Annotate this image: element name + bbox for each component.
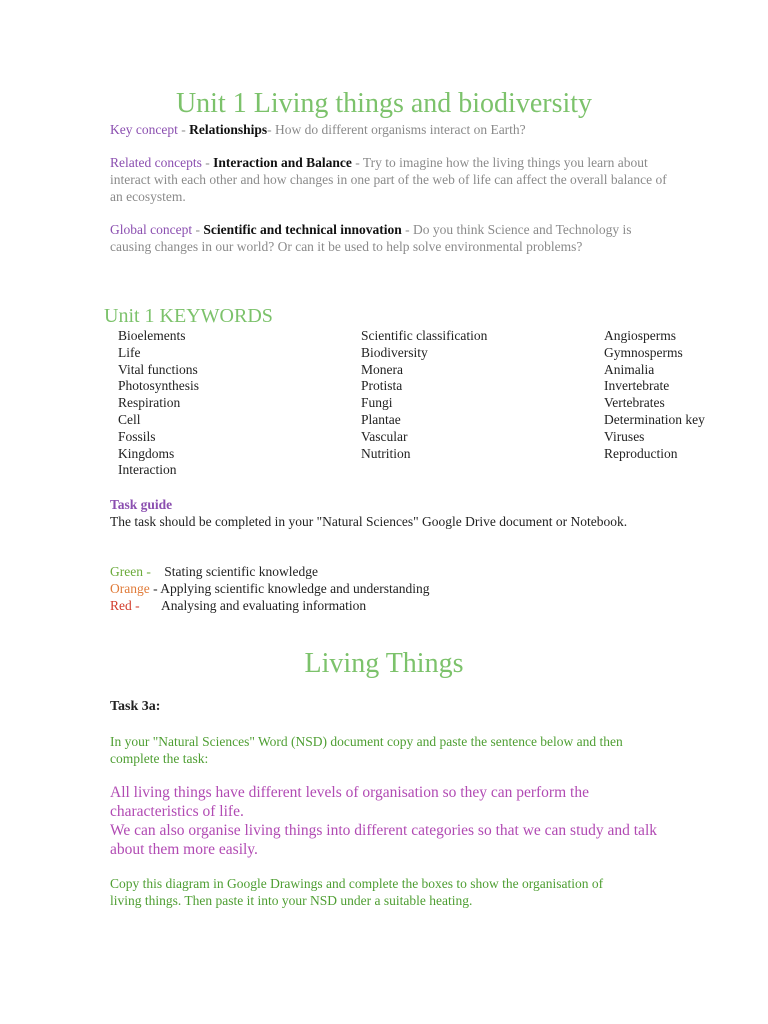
level-green-desc: Stating scientific knowledge (164, 564, 318, 579)
task-statement-2: We can also organise living things into different categories so that we can study and talk about them more easily. (110, 822, 657, 858)
key-concept-value: Relationships (189, 122, 268, 137)
related-concepts-label: Related concepts (110, 155, 202, 170)
level-orange-name: Orange (110, 581, 150, 596)
task-guide-text: The task should be completed in your "Natural Sciences" Google Drive document or Notebook. (110, 514, 628, 529)
task-guide-label: Task guide (110, 497, 173, 512)
keyword-item: Fossils (118, 428, 156, 444)
keyword-item: Animalia (604, 361, 655, 377)
keywords-column-2 (361, 328, 487, 462)
level-red-sep: - (131, 598, 143, 613)
keyword-item: Determination key (604, 411, 705, 427)
keyword-item: Nutrition (361, 445, 411, 461)
level-green (110, 563, 318, 580)
keyword-item: Biodiversity (361, 344, 428, 360)
keyword-item: Reproduction (604, 445, 678, 461)
level-red-desc: Analysing and evaluating information (161, 598, 367, 613)
section-title: Living Things (304, 648, 464, 679)
level-red-name: Red (110, 598, 132, 613)
keyword-item: Gymnosperms (604, 344, 683, 360)
related-concepts (110, 154, 670, 205)
key-concept-sep: - (177, 122, 190, 137)
key-concept (110, 121, 670, 138)
keyword-item: Angiosperms (604, 328, 676, 343)
key-concept-text: - How do different organisms interact on Earth? (267, 122, 526, 137)
global-concept-text: - Do you think Science and Technology is causing changes in our world? Or can it be used to help solve environmental problems? (110, 222, 632, 254)
keyword-item: Vertebrates (604, 395, 665, 411)
keyword-item: Scientific classification (361, 328, 488, 343)
level-orange-desc: Applying scientific knowledge and understanding (160, 581, 430, 596)
related-concepts-text: - Try to imagine how the living things you learn about interact with each other and how changes in one part of the web of life can affect the overall balance of an ecosystem. (110, 155, 667, 204)
keyword-item: Fungi (361, 395, 393, 411)
keyword-item: Cell (118, 411, 141, 427)
keywords-column-1 (118, 328, 199, 479)
keyword-item: Photosynthesis (118, 378, 200, 394)
keyword-item: Bioelements (118, 328, 186, 343)
level-green-name: Green (110, 564, 143, 579)
keyword-item: Invertebrate (604, 378, 670, 394)
keywords-column-3 (604, 328, 705, 462)
task-instruction-2: Copy this diagram in Google Drawings and complete the boxes to show the organisation of living things. Then paste it into your NSD under a suitable heating. (110, 876, 604, 908)
level-orange (110, 580, 429, 597)
keyword-item: Viruses (604, 428, 645, 444)
keyword-item: Vascular (361, 428, 408, 444)
key-concept-label: Key concept (110, 122, 178, 137)
keyword-item: Plantae (361, 411, 401, 427)
keyword-item: Vital functions (118, 361, 198, 377)
page-title: Unit 1 Living things and biodiversity (175, 88, 593, 119)
keyword-item: Life (118, 344, 141, 360)
keyword-item: Interaction (118, 462, 177, 478)
related-concepts-value: Interaction and Balance (213, 155, 352, 170)
keyword-item: Kingdoms (118, 445, 175, 461)
global-concept (110, 221, 670, 255)
level-orange-sep: - (149, 581, 161, 596)
global-concept-value: Scientific and technical innovation (203, 222, 402, 237)
global-concept-label: Global concept (110, 222, 193, 237)
task-statements (110, 783, 670, 859)
keyword-item: Protista (361, 378, 403, 394)
keyword-item: Respiration (118, 395, 181, 411)
global-concept-sep: - (192, 222, 204, 237)
task-instruction-1: In your "Natural Sciences" Word (NSD) document copy and paste the sentence below and then complete the task: (110, 734, 623, 766)
level-green-sep: - (142, 564, 155, 579)
related-concepts-sep: - (201, 155, 214, 170)
task-statement-1: All living things have different levels of organisation so they can perform the characteristics of life. (110, 784, 589, 820)
task-label: Task 3a: (110, 699, 161, 714)
keyword-item: Monera (361, 361, 403, 377)
keywords-heading: Unit 1 KEYWORDS (104, 305, 273, 327)
level-red (110, 597, 366, 614)
